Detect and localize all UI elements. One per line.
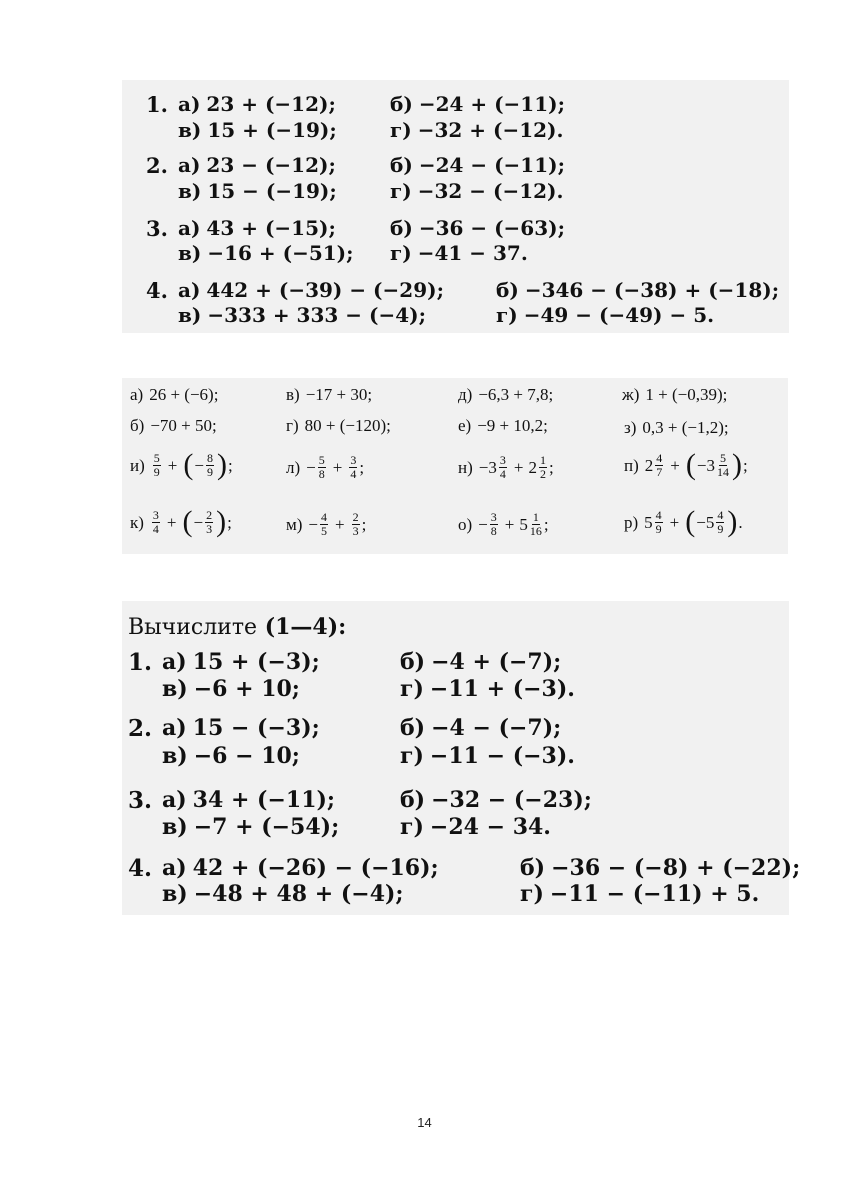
exercise-heading: Вычислите (1—4):: [128, 614, 347, 640]
expression: в) −333 + 333 − (−4);: [178, 303, 426, 327]
problem-number: 1.: [146, 92, 168, 117]
expression: а) 442 + (−39) − (−29);: [178, 278, 444, 302]
expression: в) −7 + (−54);: [162, 814, 340, 840]
exercise-block-1: [122, 80, 789, 333]
expression: б) −346 − (−38) + (−18);: [496, 278, 780, 302]
expression: а) 26 + (−6);: [130, 385, 219, 404]
problem-number: 4.: [128, 855, 153, 882]
expression: а) 15 + (−3);: [162, 649, 320, 675]
expression: г) −11 − (−3).: [400, 743, 575, 769]
fraction-expression: н) −3 $\frac{3}{4}$ + 2 $\frac{1}{2}$ ;: [458, 453, 554, 481]
expression: з) 0,3 + (−1,2);: [624, 418, 729, 437]
expression: г) −11 − (−11) + 5.: [520, 881, 760, 907]
expression: в) −6 + 10;: [162, 676, 300, 702]
expression: г) −11 + (−3).: [400, 676, 575, 702]
fraction-expression: р) 5 $\frac{4}{9}$ + ( −5 $\frac{4}{9}$ ) .: [624, 505, 743, 538]
expression: е) −9 + 10,2;: [458, 416, 548, 435]
expression: б) −36 − (−63);: [390, 216, 565, 240]
fraction-expression: и) $\frac{5}{9}$ + ( − $\frac{8}{9}$ ) ;: [130, 448, 233, 481]
exercise-block-3: [122, 601, 801, 915]
page-number: 14: [417, 1115, 432, 1130]
expression: г) −24 − 34.: [400, 814, 551, 840]
expression: ж) 1 + (−0,39);: [622, 385, 728, 404]
expression: а) 42 + (−26) − (−16);: [162, 855, 439, 881]
expression: а) 23 + (−12);: [178, 92, 336, 116]
fraction-expression: п) 2 $\frac{4}{7}$ + ( −3 $\frac{5}{14}$ ) ;: [624, 448, 748, 481]
exercise-block-2: [122, 378, 788, 554]
expression: г) −32 − (−12).: [390, 179, 564, 203]
problem-number: 1.: [128, 649, 153, 676]
expression: б) −4 + (−7);: [400, 649, 562, 675]
expression: г) 80 + (−120);: [286, 416, 391, 435]
expression: б) −70 + 50;: [130, 416, 217, 435]
fraction-expression: о) − $\frac{3}{8}$ + 5 $\frac{1}{16}$ ;: [458, 510, 549, 538]
expression: в) 15 − (−19);: [178, 179, 337, 203]
expression: а) 43 + (−15);: [178, 216, 336, 240]
expression: в) −48 + 48 + (−4);: [162, 881, 404, 907]
expression: д) −6,3 + 7,8;: [458, 385, 554, 404]
fraction-expression: л) − $\frac{5}{8}$ + $\frac{3}{4}$ ;: [286, 453, 365, 481]
problem-number: 2.: [128, 715, 153, 742]
expression: г) −49 − (−49) − 5.: [496, 303, 715, 327]
expression: г) −41 − 37.: [390, 241, 528, 265]
expression: г) −32 + (−12).: [390, 118, 564, 142]
expression: а) 15 − (−3);: [162, 715, 320, 741]
expression: в) −16 + (−51);: [178, 241, 354, 265]
problem-number: 3.: [146, 216, 168, 241]
fraction-expression: м) − $\frac{4}{5}$ + $\frac{2}{3}$ ;: [286, 510, 367, 538]
problem-number: 4.: [146, 278, 168, 303]
problem-number: 2.: [146, 153, 168, 178]
expression: б) −24 − (−11);: [390, 153, 565, 177]
expression: б) −4 − (−7);: [400, 715, 562, 741]
expression: а) 23 − (−12);: [178, 153, 336, 177]
problem-number: 3.: [128, 787, 153, 814]
fraction-expression: к) $\frac{3}{4}$ + ( − $\frac{2}{3}$ ) ;: [130, 505, 232, 538]
expression: б) −24 + (−11);: [390, 92, 565, 116]
expression: в) −6 − 10;: [162, 743, 300, 769]
expression: в) 15 + (−19);: [178, 118, 337, 142]
expression: в) −17 + 30;: [286, 385, 373, 404]
expression: а) 34 + (−11);: [162, 787, 336, 813]
expression: б) −32 − (−23);: [400, 787, 592, 813]
expression: б) −36 − (−8) + (−22);: [520, 855, 801, 881]
